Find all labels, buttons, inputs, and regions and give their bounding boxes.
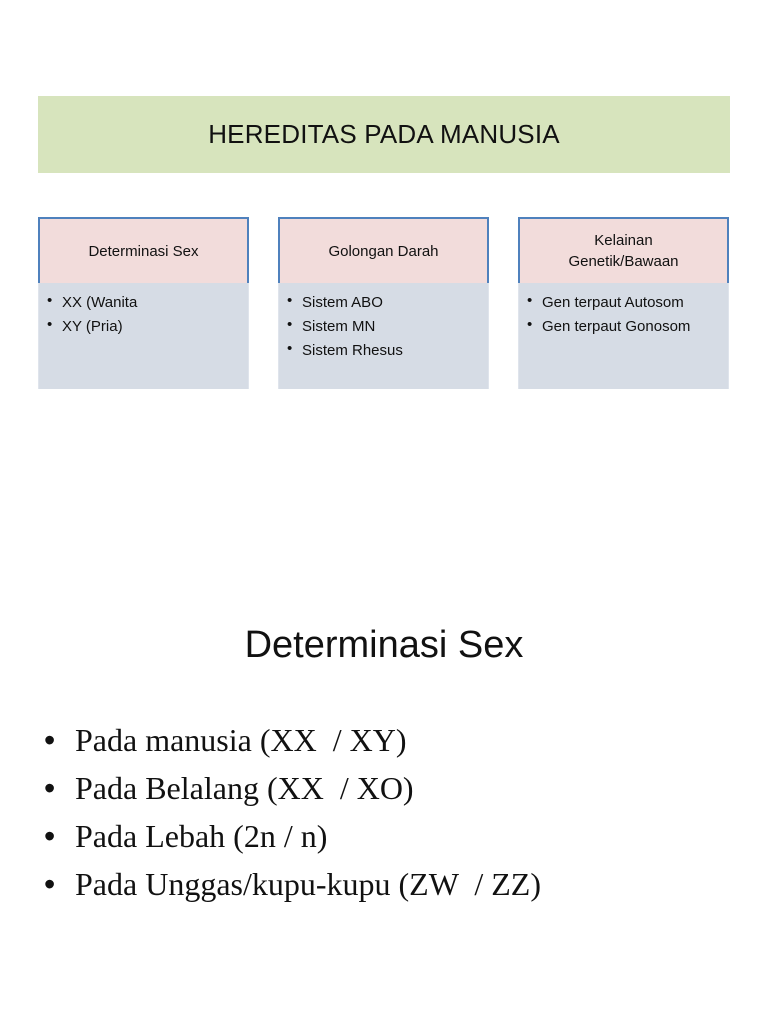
slide-title: HEREDITAS PADA MANUSIA — [208, 119, 560, 149]
list-item: • XY (Pria) — [47, 315, 242, 339]
slide-title-banner — [38, 96, 730, 173]
box-determinasi-sex — [38, 217, 249, 389]
box-body — [518, 283, 729, 389]
bullet-item: • Pada Belalang (XX / XO) — [44, 764, 541, 812]
box-header: Golongan Darah — [278, 217, 489, 283]
list-item: • Sistem Rhesus — [287, 339, 482, 363]
bullet-item: • Pada Lebah (2n / n) — [44, 812, 541, 860]
list-item: • XX (Wanita — [47, 291, 242, 315]
slide-title: Determinasi Sex — [244, 624, 524, 666]
bullet-item: • Pada Unggas/kupu-kupu (ZW / ZZ) — [44, 860, 541, 908]
box-header: Kelainan Genetik/Bawaan — [518, 217, 729, 283]
list-item: • Gen terpaut Gonosom — [527, 315, 722, 339]
list-item: • Sistem ABO — [287, 291, 482, 315]
list-item: • Sistem MN — [287, 315, 482, 339]
list-item: • Gen terpaut Autosom — [527, 291, 722, 315]
box-golongan-darah — [278, 217, 489, 389]
slide-determinasi-sex — [0, 512, 768, 1024]
box-kelainan-genetik — [518, 217, 729, 389]
bullet-item: • Pada manusia (XX / XY) — [44, 716, 541, 764]
bullet-list — [44, 716, 541, 908]
box-header: Determinasi Sex — [38, 217, 249, 283]
box-body — [278, 283, 489, 389]
box-body — [38, 283, 249, 389]
